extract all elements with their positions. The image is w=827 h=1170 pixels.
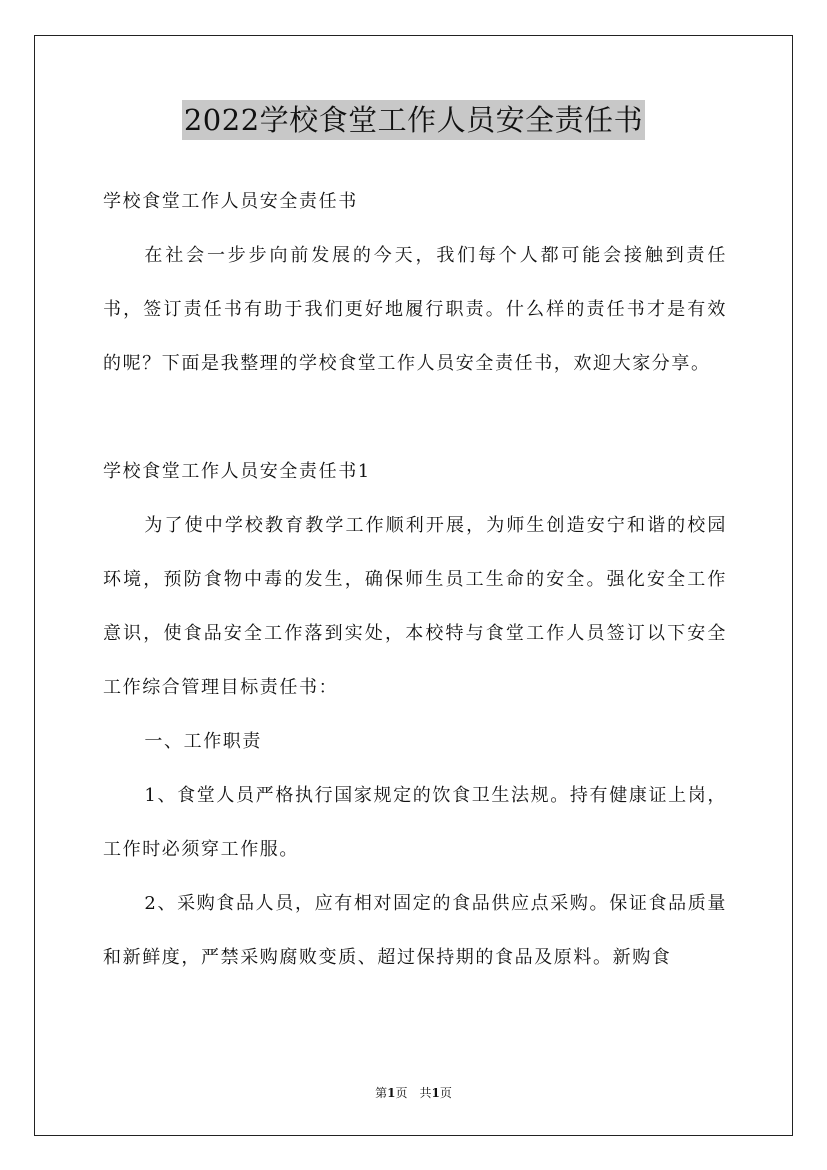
footer-suffix: 页 <box>439 1086 452 1100</box>
document-body <box>103 175 727 985</box>
intro-paragraph: 在社会一步步向前发展的今天，我们每个人都可能会接触到责任书，签订责任书有助于我们更好地履行职责。什么样的责任书才是有效的呢？下面是我整理的学校食堂工作人员安全责任书，欢迎大家分享。 <box>103 245 727 374</box>
footer-prefix: 第 <box>375 1086 388 1100</box>
blank-line <box>103 391 727 445</box>
section-paragraph: 为了使中学校教育教学工作顺利开展，为师生创造安宁和谐的校园环境，预防食物中毒的发生，确保师生员工生命的安全。强化安全工作意识，使食品安全工作落到实处，本校特与食堂工作人员签订以下安全工作综合管理目标责任书： <box>103 515 727 698</box>
footer-mid: 页 共 <box>395 1086 432 1100</box>
item-1: 1、食堂人员严格执行国家规定的饮食卫生法规。持有健康证上岗，工作时必须穿工作服。 <box>103 785 727 860</box>
part-heading: 一、工作职责 <box>144 731 262 752</box>
footer-page-number: 1 <box>387 1086 396 1100</box>
document-title: 2022学校食堂工作人员安全责任书 <box>182 100 645 140</box>
item-2: 2、采购食品人员，应有相对固定的食品供应点采购。保证食品质量和新鲜度，严禁采购腐败变质、超过保持期的食品及原料。新购食 <box>103 893 727 968</box>
title-container <box>0 100 827 140</box>
footer-total-pages: 1 <box>431 1086 440 1100</box>
page-footer <box>0 1084 827 1101</box>
subtitle: 学校食堂工作人员安全责任书 <box>103 191 358 212</box>
section-heading: 学校食堂工作人员安全责任书1 <box>103 461 371 482</box>
